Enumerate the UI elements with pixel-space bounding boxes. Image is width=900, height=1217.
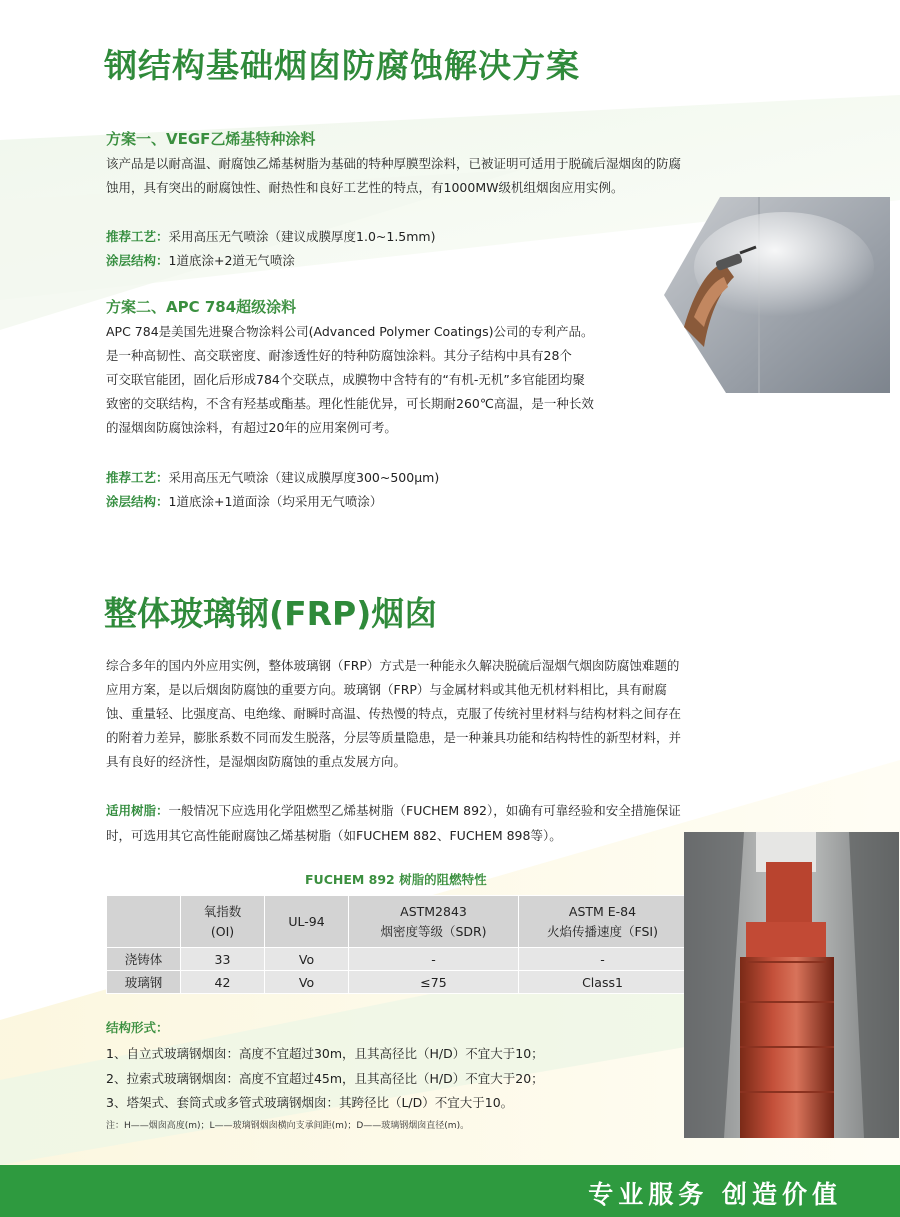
table-header-cell: ASTM E-84 火焰传播速度（FSI): [519, 896, 687, 948]
plan1-description: [106, 152, 796, 200]
plan2-desc-line: 的湿烟囱防腐蚀涂料，有超过20年的应用案例可考。: [106, 420, 397, 435]
section2-desc-line: 综合多年的国内外应用实例，整体玻璃钢（FRP）方式是一种能永久解决脱硫后湿烟气烟囱防腐蚀难题的: [106, 658, 680, 673]
structure-item: 1、自立式玻璃钢烟囱：高度不宜超过30m，且其高径比（H/D）不宜大于10；: [106, 1046, 544, 1061]
plan1-process-label: 推荐工艺：: [106, 229, 169, 244]
plan2-process-label: 推荐工艺：: [106, 470, 169, 485]
plan2-desc-line: 致密的交联结构，不含有羟基或酯基。理化性能优异，可长期耐260℃高温，是一种长效: [106, 396, 594, 411]
section2-title: 整体玻璃钢(FRP)烟囱: [104, 594, 438, 633]
table-header-cell: [107, 896, 181, 948]
plan1-desc-line: 该产品是以耐高温、耐腐蚀乙烯基树脂为基础的特种厚膜型涂料，已被证明可适用于脱硫后湿烟囱的防腐: [106, 156, 682, 171]
table-cell: 33: [181, 948, 265, 971]
page-title: 钢结构基础烟囱防腐蚀解决方案: [104, 46, 580, 85]
table-cell: -: [519, 948, 687, 971]
table-cell: 42: [181, 971, 265, 994]
plan1-coating: [106, 251, 295, 269]
section2-desc-line: 的附着力差异，膨胀系数不同而发生脱落，分层等质量隐患，是一种兼具功能和结构特性的新型材料，并: [106, 730, 682, 745]
plan2-process-text: 采用高压无气喷涂（建议成膜厚度300~500μm): [168, 470, 440, 485]
plan1-process-text: 采用高压无气喷涂（建议成膜厚度1.0~1.5mm): [168, 229, 436, 244]
plan2-description: [106, 320, 706, 440]
table-title: FUCHEM 892 树脂的阻燃特性: [305, 872, 487, 887]
table-header-cell: 氧指数 (OI): [181, 896, 265, 948]
plan2-coating-text: 1道底涂+1道面涂（均采用无气喷涂）: [168, 494, 383, 509]
structure-item: 2、拉索式玻璃钢烟囱：高度不宜超过45m，且其高径比（H/D）不宜大于20；: [106, 1071, 544, 1086]
section2-description: [106, 654, 806, 774]
footer-slogan: 专业服务 创造价值: [588, 1180, 842, 1209]
table-header-row: [107, 896, 687, 948]
footer-bar: [0, 1165, 900, 1217]
plan2-coating-label: 涂层结构：: [106, 494, 169, 509]
frp-chimney-photo: [684, 832, 899, 1138]
plan1-process: [106, 227, 435, 245]
table-cell: -: [349, 948, 519, 971]
plan2-process: [106, 468, 439, 486]
table-cell: Vo: [265, 948, 349, 971]
table-cell: ≤75: [349, 971, 519, 994]
resin-line-2: 时，可选用其它高性能耐腐蚀乙烯基树脂（如FUCHEM 882、FUCHEM 898等）。: [106, 828, 562, 843]
table-row-label: 浇铸体: [107, 948, 181, 971]
plan2-coating: [106, 492, 382, 510]
table-header-cell: ASTM2843 烟密度等级（SDR): [349, 896, 519, 948]
table-cell: Vo: [265, 971, 349, 994]
plan1-coating-label: 涂层结构：: [106, 253, 169, 268]
table-cell: Class1: [519, 971, 687, 994]
section2-desc-line: 具有良好的经济性，是湿烟囱防腐蚀的重点发展方向。: [106, 754, 407, 769]
plan1-desc-line: 蚀用，具有突出的耐腐蚀性、耐热性和良好工艺性的特点，有1000MW级机组烟囱应用实例。: [106, 180, 624, 195]
plan2-desc-line: 可交联官能团，固化后形成784个交联点，成膜物中含特有的“有机-无机”多官能团均聚: [106, 372, 585, 387]
resin-text-1: 一般情况下应选用化学阻燃型乙烯基树脂（FUCHEM 892），如确有可靠经验和安全措施保证: [168, 803, 681, 818]
section2-desc-line: 应用方案，是以后烟囱防腐蚀的重要方向。玻璃钢（FRP）与金属材料或其他无机材料相比，具有耐腐: [106, 682, 667, 697]
table-header-cell: UL-94: [265, 896, 349, 948]
flame-retardant-table: [106, 895, 687, 994]
plan1-heading: 方案一、VEGF乙烯基特种涂料: [106, 130, 316, 148]
resin-label: 适用树脂：: [106, 803, 169, 818]
table-row-label: 玻璃钢: [107, 971, 181, 994]
structure-heading: 结构形式：: [106, 1020, 169, 1035]
resin-line-1: [106, 801, 681, 819]
plan2-heading: 方案二、APC 784超级涂料: [106, 298, 297, 316]
table-row: [107, 948, 687, 971]
plan1-coating-text: 1道底涂+2道无气喷涂: [168, 253, 295, 268]
section2-desc-line: 蚀、重量轻、比强度高、电绝缘、耐瞬时高温、传热慢的特点，克服了传统衬里材料与结构材料之间存在: [106, 706, 682, 721]
table-row: [107, 971, 687, 994]
plan2-desc-line: 是一种高韧性、高交联密度、耐渗透性好的特种防腐蚀涂料。其分子结构中具有28个: [106, 348, 572, 363]
structure-item: 3、塔架式、套筒式或多管式玻璃钢烟囱：其跨径比（L/D）不宜大于10。: [106, 1095, 514, 1110]
plan2-desc-line: APC 784是美国先进聚合物涂料公司(Advanced Polymer Coatings)公司的专利产品。: [106, 324, 594, 339]
structure-note: 注：H——烟囱高度(m)；L——玻璃钢烟囱横向支承间距(m)；D——玻璃钢烟囱直径(m)。: [106, 1121, 470, 1131]
